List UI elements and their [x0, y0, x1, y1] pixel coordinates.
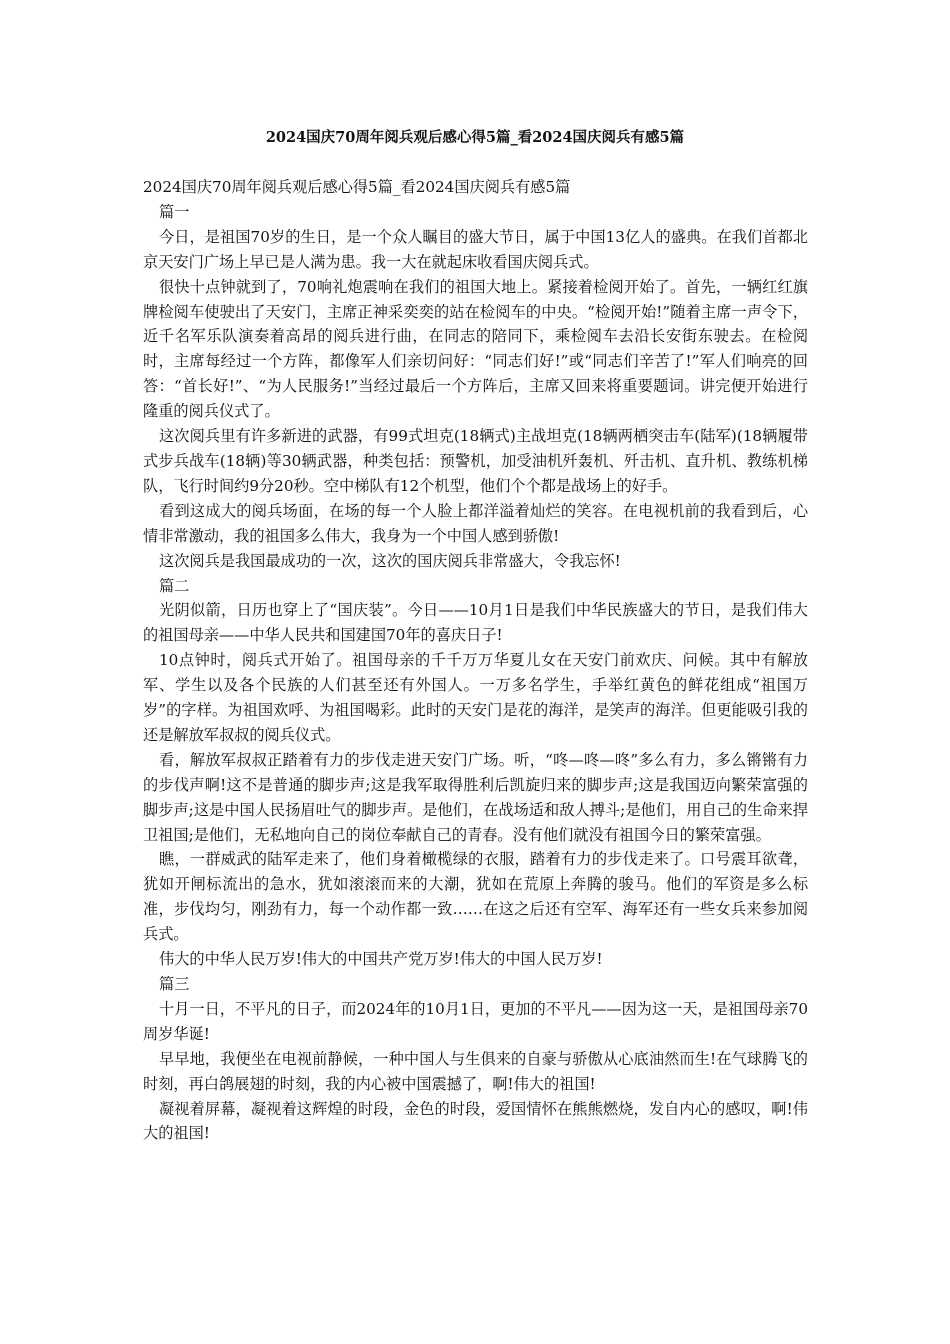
document-subtitle: 2024国庆70周年阅兵观后感心得5篇_看2024国庆阅兵有感5篇 — [143, 178, 571, 196]
paragraph: 这次阅兵里有许多新进的武器，有99式坦克(18辆式)主战坦克(18辆两栖突击车(陆军)(18辆履带式步兵战车(18辆)等30辆武器，种类包括：预警机，加受油机歼轰机、歼击机、直升机、教练机梯队，飞行时间约9分20秒。空中梯队有12个机型，他们个个都是战场上的好手。 — [143, 427, 808, 495]
paragraph: 光阴似箭，日历也穿上了“国庆装”。今日——10月1日是我们中华民族盛大的节日，是我们伟大的祖国母亲——中华人民共和国建国70年的喜庆日子! — [143, 601, 808, 645]
section-heading-3: 篇三 — [159, 975, 190, 993]
paragraph: 早早地，我便坐在电视前静候，一种中国人与生俱来的自豪与骄傲从心底油然而生!在气球腾飞的时刻，再白鸽展翅的时刻，我的内心被中国震撼了，啊!伟大的祖国! — [143, 1049, 808, 1093]
paragraph: 看到这成大的阅兵场面，在场的每一个人脸上都洋溢着灿烂的笑容。在电视机前的我看到后，心情非常激动，我的祖国多么伟大，我身为一个中国人感到骄傲! — [143, 501, 808, 545]
paragraph: 凝视着屏幕，凝视着这辉煌的时段，金色的时段，爱国情怀在熊熊燃烧，发自内心的感叹，啊!伟大的祖国! — [143, 1099, 808, 1143]
paragraph: 今日，是祖国70岁的生日，是一个众人瞩目的盛大节日，属于中国13亿人的盛典。在我们首都北京天安门广场上早已是人满为患。我一大在就起床收看国庆阅兵式。 — [143, 227, 808, 271]
document-title: 2024国庆70周年阅兵观后感心得5篇_看2024国庆阅兵有感5篇 — [265, 129, 685, 146]
document-body — [143, 175, 808, 1146]
paragraph: 这次阅兵是我国最成功的一次，这次的国庆阅兵非常盛大，令我忘怀! — [159, 551, 621, 570]
paragraph: 瞧，一群威武的陆军走来了，他们身着橄榄绿的衣服，踏着有力的步伐走来了。口号震耳欲聋，犹如开闸标流出的急水，犹如滚滚而来的大潮，犹如在荒原上奔腾的骏马。他们的军资是多么标准，步伐均匀，刚劲有力，每一个动作都一致……在这之后还有空军、海军还有一些女兵来参加阅兵式。 — [143, 850, 808, 944]
paragraph: 伟大的中华人民万岁!伟大的中国共产党万岁!伟大的中国人民万岁! — [159, 950, 603, 969]
paragraph: 看，解放军叔叔正踏着有力的步伐走进天安门广场。听，“咚—咚—咚”多么有力，多么锵锵有力的步伐声啊!这不是普通的脚步声;这是我军取得胜利后凯旋归来的脚步声;这是我国迈向繁荣富强的脚步声;这是中国人民扬眉吐气的脚步声。是他们，在战场适和敌人搏斗;是他们，用自己的生命来捍卫祖国;是他们，无私地向自己的岗位奉献自己的青春。没有他们就没有祖国今日的繁荣富强。 — [143, 750, 808, 844]
paragraph: 十月一日，不平凡的日子，而2024年的10月1日，更加的不平凡——因为这一天，是祖国母亲70周岁华诞! — [143, 999, 808, 1043]
paragraph: 10点钟时，阅兵式开始了。祖国母亲的千千万万华夏儿女在天安门前欢庆、问候。其中有解放军、学生以及各个民族的人们甚至还有外国人。一万多名学生，手举红黄色的鲜花组成“祖国万岁”的字样。为祖国欢呼、为祖国喝彩。此时的天安门是花的海洋，是笑声的海洋。但更能吸引我的还是解放军叔叔的阅兵仪式。 — [143, 651, 808, 744]
paragraph: 很快十点钟就到了，70响礼炮震响在我们的祖国大地上。紧接着检阅开始了。首先，一辆红红旗牌检阅车使驶出了天安门，主席正神采奕奕的站在检阅车的中央。“检阅开始!”随着主席一声令下，近千名军乐队演奏着高昂的阅兵进行曲，在同志的陪同下，乘检阅车去沿长安街东驶去。在检阅时，主席每经过一个方阵，都像军人们亲切问好：“同志们好!”或“同志们辛苦了!”军人们响亮的回答：“首长好!”、“为人民服务!”当经过最后一个方阵后，主席又回来将重要题词。讲完便开始进行隆重的阅兵仪式了。 — [143, 277, 808, 421]
section-heading-2: 篇二 — [159, 576, 190, 595]
section-heading-1: 篇一 — [159, 202, 190, 221]
